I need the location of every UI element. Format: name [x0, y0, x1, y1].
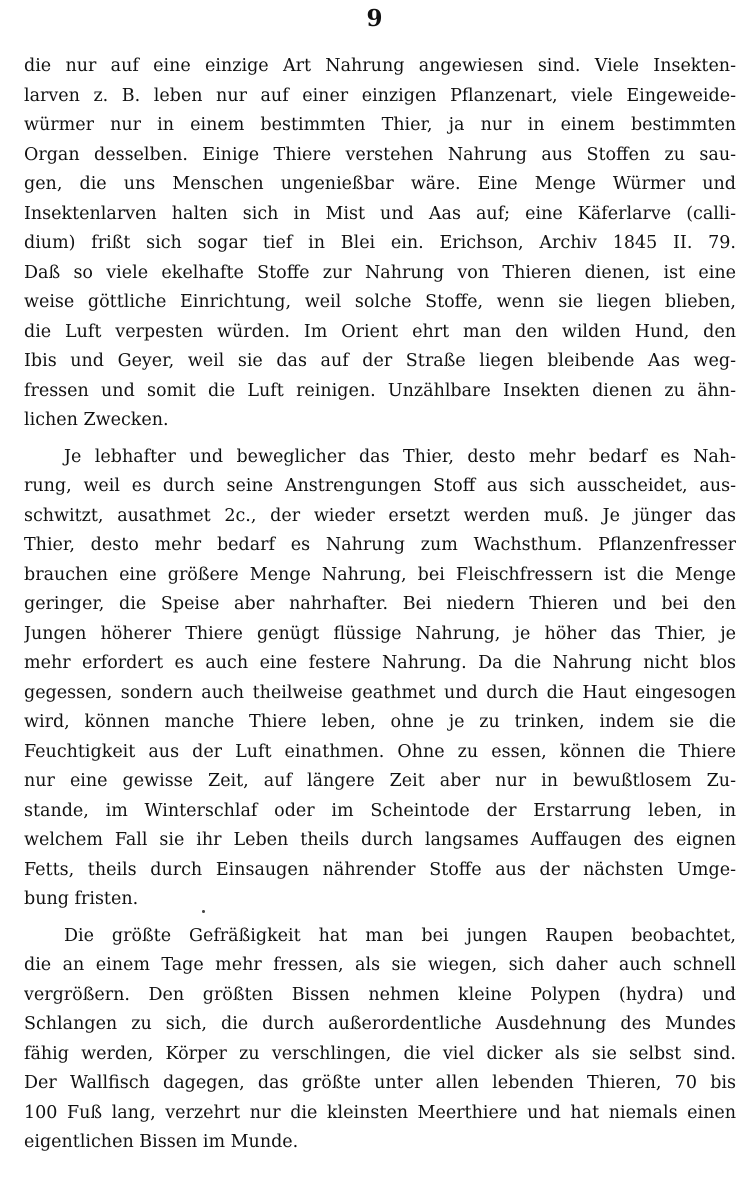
text-line: wird, können manche Thiere leben, ohne je zu trinken, indem sie die: [24, 712, 736, 732]
text-line: 100 Fuß lang, verzehrt nur die kleinsten Meerthiere und hat niemals einen: [24, 1102, 736, 1123]
text-line: gegessen, sondern auch theilweise geathmet und durch die Haut eingesogen: [24, 682, 736, 703]
text-line: larven z. B. leben nur auf einer einzigen Pflanzenart, viele Eingeweide-: [24, 85, 736, 106]
text-line: fähig werden, Körper zu verschlingen, die viel dicker als sie selbst sind.: [24, 1043, 736, 1064]
text-line: Jungen höherer Thiere genügt flüssige Nahrung, je höher das Thier, je: [24, 623, 736, 644]
text-line: Schlangen zu sich, die durch außerordentliche Ausdehnung des Mundes: [24, 1014, 736, 1034]
text-line: Daß so viele ekelhafte Stoffe zur Nahrung von Thieren dienen, ist eine: [24, 262, 736, 283]
text-line: Fetts, theils durch Einsaugen nährender Stoffe aus der nächsten Umge-: [24, 859, 736, 880]
text-line: gen, die uns Menschen ungenießbar wäre. Eine Menge Würmer und: [24, 174, 736, 194]
text-line: lichen Zwecken.: [24, 410, 169, 430]
text-line: vergrößern. Den größten Bissen nehmen kleine Polypen (hydra) und: [24, 984, 736, 1005]
text-line: eigentlichen Bissen im Munde.: [24, 1132, 299, 1152]
print-speck: [202, 910, 205, 913]
text-line: dium) frißt sich sogar tief in Blei ein. Erichson, Archiv 1845 II. 79.: [24, 233, 736, 253]
text-line: Der Wallfisch dagegen, das größte unter allen lebenden Thieren, 70 bis: [24, 1073, 736, 1093]
text-line: welchem Fall sie ihr Leben theils durch langsames Auffaugen des eignen: [24, 830, 736, 850]
text-line: Die größte Gefräßigkeit hat man bei jungen Raupen beobachtet,: [64, 925, 736, 946]
text-line: Thier, desto mehr bedarf es Nahrung zum Wachsthum. Pflanzenfresser: [24, 535, 736, 555]
text-line: stande, im Winterschlaf oder im Scheintode der Erstarrung leben, in: [24, 800, 736, 821]
text-line: schwitzt, ausathmet 2c., der wieder ersetzt werden muß. Je jünger das: [24, 505, 736, 526]
text-line: würmer nur in einem bestimmten Thier, ja nur in einem bestimmten: [24, 115, 736, 135]
text-line: bung fristen.: [24, 889, 139, 909]
text-line: geringer, die Speise aber nahrhafter. Bei niedern Thieren und bei den: [24, 594, 736, 614]
text-line: die nur auf eine einzige Art Nahrung angewiesen sind. Viele Insekten-: [24, 56, 736, 76]
paragraph-3: [24, 922, 736, 1158]
text-line: Organ desselben. Einige Thiere verstehen Nahrung aus Stoffen zu sau-: [24, 144, 736, 165]
text-line: nur eine gewisse Zeit, auf längere Zeit aber nur in bewußtlosem Zu-: [24, 771, 736, 791]
body-text: [24, 52, 736, 1165]
text-line: die Luft verpesten würden. Im Orient ehrt man den wilden Hund, den: [24, 321, 736, 342]
text-line: Je lebhafter und beweglicher das Thier, desto mehr bedarf es Nah-: [64, 446, 736, 467]
text-line: Ibis und Geyer, weil sie das auf der Straße liegen bleibende Aas weg-: [24, 351, 736, 371]
text-line: brauchen eine größere Menge Nahrung, bei Fleischfressern ist die Menge: [24, 564, 736, 585]
text-line: weise göttliche Einrichtung, weil solche Stoffe, wenn sie liegen blieben,: [24, 292, 736, 312]
paragraph-2: [24, 443, 736, 915]
page-number: 9: [366, 5, 383, 32]
text-line: Feuchtigkeit aus der Luft einathmen. Ohne zu essen, können die Thiere: [24, 741, 736, 762]
paragraph-1: [24, 52, 736, 436]
text-line: mehr erfordert es auch eine festere Nahrung. Da die Nahrung nicht blos: [24, 653, 736, 673]
text-line: die an einem Tage mehr fressen, als sie wiegen, sich daher auch schnell: [24, 955, 736, 975]
text-line: fressen und somit die Luft reinigen. Unzählbare Insekten dienen zu ähn-: [24, 380, 736, 401]
text-line: rung, weil es durch seine Anstrengungen Stoff aus sich ausscheidet, aus-: [24, 476, 736, 496]
text-line: Insektenlarven halten sich in Mist und Aas auf; eine Käferlarve (calli-: [24, 203, 736, 224]
